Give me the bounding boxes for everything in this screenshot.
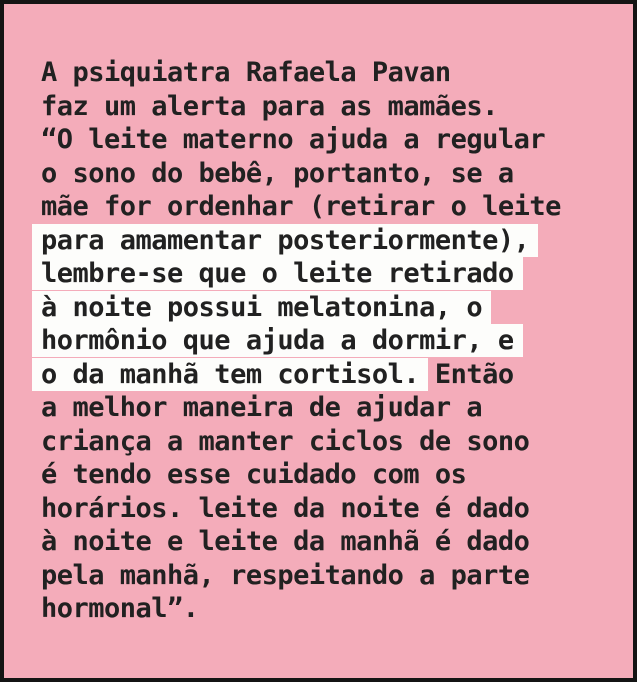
quote-line bbox=[41, 224, 603, 258]
quote-line bbox=[41, 56, 603, 90]
text-segment: Então bbox=[419, 358, 514, 390]
quote-line bbox=[41, 324, 603, 358]
quote-line bbox=[41, 157, 603, 191]
quote-line bbox=[41, 190, 603, 224]
quote-line bbox=[41, 358, 603, 392]
quote-line bbox=[41, 90, 603, 124]
quote-line bbox=[41, 425, 603, 459]
quote-line bbox=[41, 391, 603, 425]
text-segment: à noite e leite da manhã é dado bbox=[41, 526, 530, 557]
highlighted-text-segment: à noite possui melatonina, o bbox=[32, 291, 491, 324]
text-segment: a melhor maneira de ajudar a bbox=[41, 392, 483, 423]
text-segment: mãe for ordenhar (retirar o leite bbox=[41, 191, 561, 222]
highlighted-text-segment: para amamentar posteriormente), bbox=[32, 224, 538, 257]
quote-line bbox=[41, 458, 603, 492]
highlighted-text-segment: lembre-se que o leite retirado bbox=[32, 257, 523, 290]
quote-line bbox=[41, 257, 603, 291]
quote-line bbox=[41, 492, 603, 526]
text-segment: A psiquiatra Rafaela Pavan bbox=[41, 57, 451, 88]
quote-line bbox=[41, 123, 603, 157]
text-segment: é tendo esse cuidado com os bbox=[41, 459, 467, 490]
text-segment: faz um alerta para as mamães. bbox=[41, 90, 498, 122]
text-segment: criança a manter ciclos de sono bbox=[41, 425, 530, 457]
quote-line bbox=[41, 559, 603, 593]
highlighted-text-segment: hormônio que ajuda a dormir, e bbox=[32, 324, 523, 357]
text-segment: o sono do bebê, portanto, se a bbox=[41, 157, 514, 189]
text-segment: pela manhã, respeitando a parte bbox=[41, 559, 530, 591]
quote-line bbox=[41, 592, 603, 626]
quote-text bbox=[41, 56, 603, 626]
quote-line bbox=[41, 525, 603, 559]
text-segment: horários. leite da noite é dado bbox=[41, 492, 530, 524]
text-segment: hormonal”. bbox=[41, 593, 199, 624]
quote-line bbox=[41, 291, 603, 325]
highlighted-text-segment: o da manhã tem cortisol. bbox=[32, 358, 428, 391]
text-segment: “O leite materno ajuda a regular bbox=[41, 124, 546, 155]
